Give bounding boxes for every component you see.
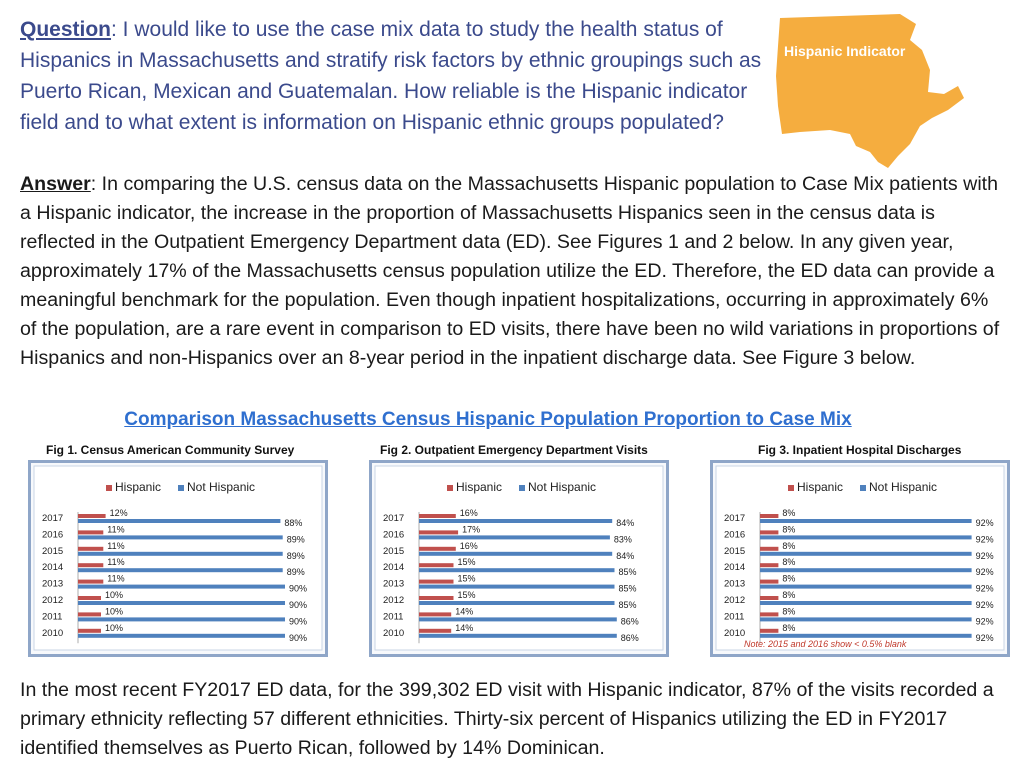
fig3-bar-not-hispanic (760, 617, 972, 621)
fig3-chart (710, 460, 1010, 657)
fig2-bar-not-hispanic (419, 601, 615, 605)
question-text: : I would like to use the case mix data to study the health status of Hispanics in Massachusetts and stratify risk factors by ethnic groupings such as Puerto Rican, Mexican and Guatemalan. How reliable is the Hispanic indicator field and to what extent is information on Hispanic ethnic groups populated? (20, 18, 762, 134)
fig2-label-hispanic: 16% (459, 508, 478, 518)
fig1-label-not-hispanic: 88% (284, 518, 303, 528)
fig2-bar-hispanic (419, 629, 451, 633)
fig1-bar-hispanic (78, 563, 103, 567)
fig3-bar-hispanic (760, 596, 778, 600)
fig2-chart-svg (369, 460, 669, 657)
fig3-label-hispanic: 8% (782, 590, 796, 600)
fig2-label-not-hispanic: 84% (616, 550, 635, 561)
fig2-bar-not-hispanic (419, 617, 617, 621)
fig2-bar-not-hispanic (419, 568, 615, 572)
fig1-year-label: 2016 (42, 529, 64, 541)
fig2-label-hispanic: 17% (462, 524, 481, 535)
fig1-bar-not-hispanic (78, 535, 283, 539)
fig3-bar-hispanic (760, 612, 778, 616)
fig1-plot-area (34, 466, 322, 650)
fig1-chart (28, 460, 328, 657)
fig3-label-not-hispanic: 92% (975, 616, 994, 627)
fig1-label-not-hispanic: 90% (289, 600, 308, 610)
fig2-bar-not-hispanic (419, 519, 612, 523)
fig3-bar-hispanic (760, 530, 778, 534)
fig3-bar-hispanic (760, 514, 778, 518)
fig1-label-hispanic: 10% (105, 606, 124, 617)
fig1-label-not-hispanic: 89% (286, 550, 305, 561)
fig1-year-label: 2017 (42, 513, 64, 524)
fig3-bar-not-hispanic (760, 535, 972, 539)
fig2-label-hispanic: 15% (457, 590, 476, 600)
fig3-label-hispanic: 8% (782, 508, 796, 518)
fig1-label-hispanic: 11% (107, 524, 125, 535)
fig1-label-hispanic: 10% (105, 590, 124, 600)
fig1-bar-hispanic (78, 547, 103, 551)
fig3-bar-not-hispanic (760, 568, 972, 572)
fig3-label-hispanic: 8% (782, 540, 796, 551)
fig3-legend-hispanic-swatch (788, 485, 794, 491)
fig2-bar-not-hispanic (419, 585, 615, 589)
fig2-bar-hispanic (419, 563, 454, 567)
fig3-year-label: 2015 (724, 545, 746, 557)
fig1-bar-hispanic (78, 580, 103, 584)
fig3-label-not-hispanic: 92% (975, 550, 994, 561)
fig2-label-not-hispanic: 85% (618, 583, 637, 594)
fig2-label-not-hispanic: 86% (620, 632, 639, 643)
fig1-label-hispanic: 12% (109, 508, 128, 518)
fig2-label-not-hispanic: 83% (613, 534, 632, 545)
fig1-label-not-hispanic: 89% (286, 567, 305, 578)
fig2-bar-not-hispanic (419, 535, 610, 539)
fig2-year-label: 2017 (383, 513, 405, 524)
fig3-label-hispanic: 8% (782, 557, 796, 568)
fig3-bar-not-hispanic (760, 634, 972, 638)
fig2-label-not-hispanic: 85% (618, 600, 637, 610)
fig2-year-label: 2014 (383, 562, 405, 574)
fig3-year-label: 2011 (724, 611, 745, 623)
massachusetts-map (760, 6, 970, 181)
fig2-bar-not-hispanic (419, 552, 612, 556)
fig2-label-not-hispanic: 84% (616, 518, 635, 528)
fig3-bar-not-hispanic (760, 601, 972, 605)
fig3-label-hispanic: 8% (782, 622, 796, 633)
fig2-year-label: 2016 (383, 529, 405, 541)
fig2-bar-hispanic (419, 580, 454, 584)
fig3-bar-not-hispanic (760, 552, 972, 556)
fig2-title: Fig 2. Outpatient Emergency Department Visits (380, 443, 648, 457)
fig1-bar-not-hispanic (78, 634, 285, 638)
fig3-label-not-hispanic: 92% (975, 534, 994, 545)
fig2-bar-hispanic (419, 547, 456, 551)
fig1-year-label: 2015 (42, 545, 64, 557)
fig3-label-hispanic: 8% (782, 573, 796, 584)
fig2-bar-hispanic (419, 596, 454, 600)
fig2-year-label: 2015 (383, 545, 405, 557)
fig3-year-label: 2012 (724, 595, 746, 606)
fig1-bar-not-hispanic (78, 519, 280, 523)
fig2-bar-hispanic (419, 612, 451, 616)
fig1-label-not-hispanic: 90% (289, 632, 308, 643)
fig1-bar-hispanic (78, 514, 106, 518)
fig3-legend-hispanic: Hispanic (797, 480, 844, 494)
fig2-label-hispanic: 14% (455, 622, 474, 633)
fig1-bar-not-hispanic (78, 585, 285, 589)
fig3-legend-not-hispanic: Not Hispanic (869, 480, 938, 494)
fig1-bar-hispanic (78, 530, 103, 534)
fig3-note: Note: 2015 and 2016 show < 0.5% blank (744, 639, 907, 649)
fig3-bar-hispanic (760, 580, 778, 584)
fig2-label-hispanic: 15% (457, 573, 476, 584)
fig2-bar-hispanic (419, 514, 456, 518)
fig2-label-hispanic: 16% (459, 540, 478, 551)
fig1-title: Fig 1. Census American Community Survey (46, 443, 295, 457)
fig3-bar-hispanic (760, 547, 778, 551)
fig2-legend-not-hispanic-swatch (519, 485, 525, 491)
fig1-bar-hispanic (78, 612, 101, 616)
section-title: Comparison Massachusetts Census Hispanic Population Proportion to Case Mix (124, 409, 852, 430)
fig1-label-hispanic: 11% (107, 540, 125, 551)
fig1-label-hispanic: 11% (107, 573, 125, 584)
fig1-label-hispanic: 11% (107, 557, 125, 568)
fig3-label-hispanic: 8% (782, 606, 796, 617)
fig3-year-label: 2014 (724, 562, 746, 574)
map-label: Hispanic Indicator (784, 43, 906, 59)
fig3-label-not-hispanic: 92% (975, 567, 994, 578)
fig3-chart-svg (710, 460, 1010, 657)
fig2-bar-hispanic (419, 530, 458, 534)
fig2-legend-hispanic-swatch (447, 485, 453, 491)
fig3-legend-not-hispanic-swatch (860, 485, 866, 491)
fig1-bar-hispanic (78, 596, 101, 600)
fig3-year-label: 2016 (724, 529, 746, 541)
fig2-label-not-hispanic: 86% (620, 616, 639, 627)
fig3-title: Fig 3. Inpatient Hospital Discharges (758, 443, 962, 457)
fig2-year-label: 2011 (383, 611, 404, 623)
bottom-text: In the most recent FY2017 ED data, for the 399,302 ED visit with Hispanic indicator, 87% of the visits recorded a primary ethnicity reflecting 57 different ethnicities. Thirty-six percent of Hispanics utilizing the ED in FY2017 identified themselves as Puerto Rican, followed by 14% Dominican. (20, 679, 994, 759)
fig1-bar-not-hispanic (78, 601, 285, 605)
answer-label: Answer (20, 173, 91, 195)
fig1-label-not-hispanic: 90% (289, 583, 308, 594)
fig2-year-label: 2012 (383, 595, 405, 606)
fig1-label-not-hispanic: 90% (289, 616, 308, 627)
fig1-bar-not-hispanic (78, 568, 283, 572)
fig1-year-label: 2012 (42, 595, 64, 606)
fig1-legend-hispanic-swatch (106, 485, 112, 491)
fig2-label-hispanic: 14% (455, 606, 474, 617)
answer-block (20, 170, 1010, 373)
fig1-bar-not-hispanic (78, 617, 285, 621)
fig3-label-hispanic: 8% (782, 524, 796, 535)
fig3-bar-hispanic (760, 629, 778, 633)
fig2-label-hispanic: 15% (457, 557, 476, 568)
fig3-label-not-hispanic: 92% (975, 583, 994, 594)
massachusetts-shape (776, 14, 964, 168)
fig3-label-not-hispanic: 92% (975, 518, 994, 528)
question-block (20, 14, 770, 138)
fig1-chart-svg (28, 460, 328, 657)
fig3-year-label: 2017 (724, 513, 746, 524)
question-label: Question (20, 18, 112, 41)
fig3-year-label: 2010 (724, 627, 746, 639)
fig3-label-not-hispanic: 92% (975, 600, 994, 610)
fig3-bar-not-hispanic (760, 585, 972, 589)
fig1-year-label: 2011 (42, 611, 63, 623)
fig1-label-hispanic: 10% (105, 622, 124, 633)
fig2-year-label: 2010 (383, 627, 405, 639)
fig3-plot-area (716, 466, 1004, 650)
answer-text: : In comparing the U.S. census data on the Massachusetts Hispanic population to Case Mix patients with a Hispanic indicator, the increase in the proportion of Massachusetts Hispanics seen in the census data is reflected in the Outpatient Emergency Department data (ED). See Figures 1 and 2 below. In any given year, approximately 17% of the Massachusetts census population utilize the ED. Therefore, the ED data can provide a meaningful benchmark for the population. Even though inpatient hospitalizations, occurring in approximately 6% of the population, are a rare event in comparison to ED visits, there have been no wild variations in proportions of Hispanics and non-Hispanics over an 8-year period in the inpatient discharge data. See Figure 3 below. (20, 173, 1000, 369)
fig1-bar-hispanic (78, 629, 101, 633)
fig1-year-label: 2010 (42, 627, 64, 639)
fig3-label-not-hispanic: 92% (975, 632, 994, 643)
fig1-year-label: 2013 (42, 578, 64, 590)
fig2-legend-not-hispanic: Not Hispanic (528, 480, 597, 494)
fig1-legend-hispanic: Hispanic (115, 480, 162, 494)
fig2-chart (369, 460, 669, 657)
fig3-bar-not-hispanic (760, 519, 972, 523)
fig1-bar-not-hispanic (78, 552, 283, 556)
fig2-legend-hispanic: Hispanic (456, 480, 503, 494)
fig3-year-label: 2013 (724, 578, 746, 590)
fig1-year-label: 2014 (42, 562, 64, 574)
fig2-bar-not-hispanic (419, 634, 617, 638)
fig1-label-not-hispanic: 89% (286, 534, 305, 545)
fig1-legend-not-hispanic-swatch (178, 485, 184, 491)
fig2-label-not-hispanic: 85% (618, 567, 637, 578)
fig3-bar-hispanic (760, 563, 778, 567)
fig2-year-label: 2013 (383, 578, 405, 590)
fig1-legend-not-hispanic: Not Hispanic (187, 480, 256, 494)
